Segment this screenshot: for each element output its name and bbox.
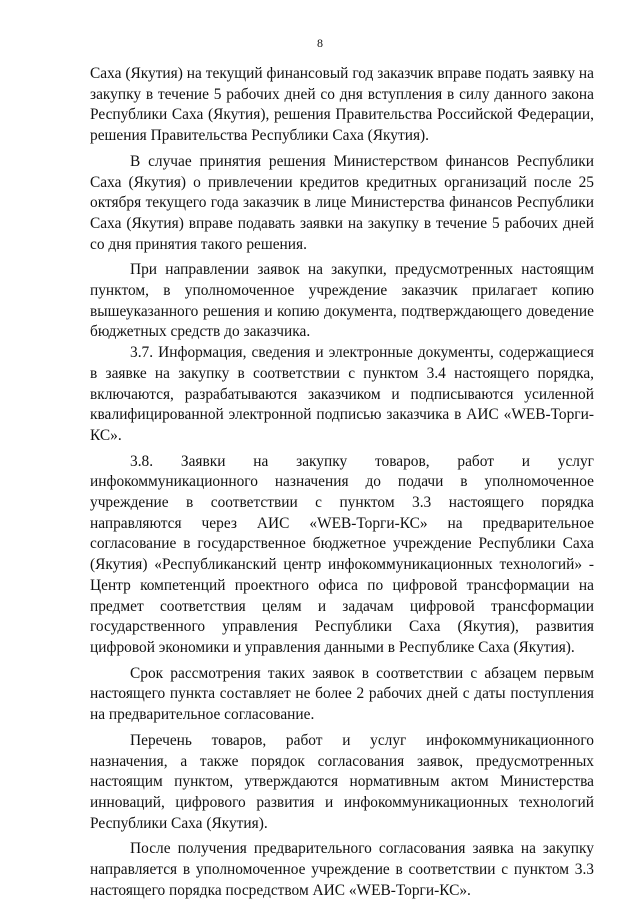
paragraph-application-attachments: При направлении заявок на закупки, предусмотренных настоящим пунктом, в уполномоченное учреждение заказчик прилагает копию вышеуказанного решения и копию документа, подтверждающего доведение бюджетных средств до заказчика.: [90, 261, 594, 341]
paragraph-after-approval: После получения предварительного согласования заявка на закупку направляется в уполномоченное учреждение в соответствии с пунктом 3.3 настоящего порядка посредством АИС «WEB-Торги-КС».: [90, 840, 594, 899]
paragraph-3-8: 3.8. Заявки на закупку товаров, работ и услуг инфокоммуникационного назначения до подачи в уполномоченное учреждение в соответствии с пунктом 3.3 настоящего порядка направляются через АИС «WEB-Торги-КС» на предварительное согласование в государственное бюджетное учреждение Республики Саха (Якутия) «Республиканский центр инфокоммуникационных технологий» - Центр компетенций проектного офиса по цифровой трансформации на предмет соответствия целям и задачам цифровой трансформации государственного управления Республики Саха (Якутия), развития цифровой экономики и управления данными в Республике Саха (Якутия).: [90, 452, 594, 656]
paragraph-3-7: 3.7. Информация, сведения и электронные документы, содержащиеся в заявке на закупку в соответствии с пунктом 3.4 настоящего порядка, включаются, разрабатываются заказчиком и подписываются усиленной квалифицированной электронной подписью заказчика в АИС «WEB-Торги-КС».: [90, 344, 594, 444]
page-number: 8: [317, 36, 323, 50]
document-body: [90, 64, 594, 901]
paragraph-goods-list: Перечень товаров, работ и услуг инфокоммуникационного назначения, а также порядок согласования заявок, предусмотренных настоящим пунктом, утверждаются нормативным актом Министерства инноваций, цифрового развития и инфокоммуникационных технологий Республики Саха (Якутия).: [90, 731, 594, 832]
paragraph-finance-ministry-decision: В случае принятия решения Министерством финансов Республики Саха (Якутия) о привлечении кредитов кредитных организаций после 25 октября текущего года заказчик в лице Министерства финансов Республики Саха (Якутия) вправе подавать заявки на закупку в течение 5 рабочих дней со дня принятия такого решения.: [90, 152, 594, 253]
paragraph-review-period: Срок рассмотрения таких заявок в соответствии с абзацем первым настоящего пункта составляет не более 2 рабочих дней с даты поступления на предварительное согласование.: [90, 664, 594, 724]
paragraph-continuation: Саха (Якутия) на текущий финансовый год заказчик вправе подать заявку на закупку в течение 5 рабочих дней со дня вступления в силу данного закона Республики Саха (Якутия), решения Правительства Российской Федерации, решения Правительства Республики Саха (Якутия).: [90, 65, 594, 145]
